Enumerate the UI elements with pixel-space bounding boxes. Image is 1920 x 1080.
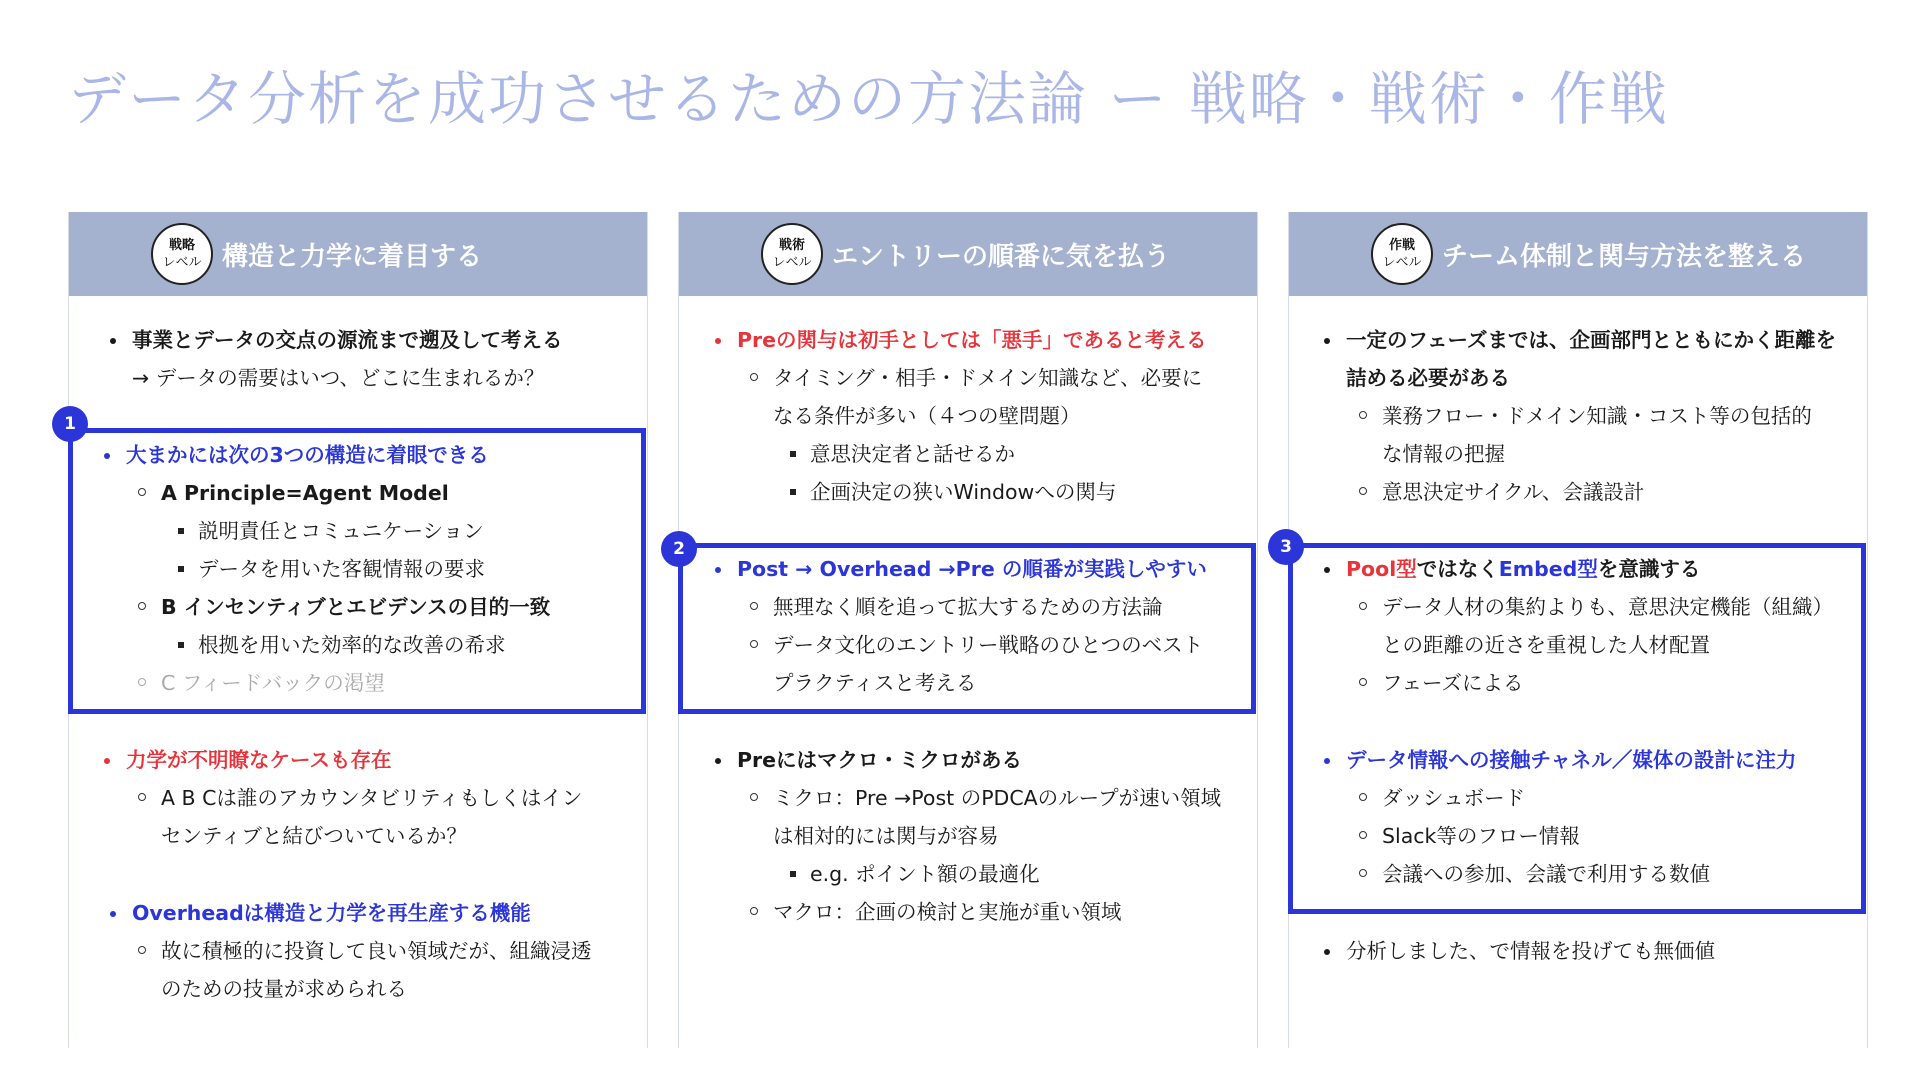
list-item: 力学が不明瞭なケースも存在: [126, 741, 391, 779]
trailing-text: を意識する: [1597, 557, 1701, 581]
list-item: C フィードバックの渇望: [161, 664, 385, 702]
badge-level-name: 作戦: [1388, 238, 1415, 253]
badge-level-name: 戦術: [778, 238, 805, 253]
list-item: 無理なく順を追って拡大するための方法論: [773, 588, 1163, 626]
list-item: データを用いた客観情報の要求: [198, 550, 485, 588]
badge-level-suffix: レベル: [772, 255, 812, 270]
list-item: 故に積極的に投資して良い領域だが、組織浸透: [161, 932, 592, 970]
badge-level-suffix: レベル: [162, 255, 202, 270]
list-item: 意思決定サイクル、会議設計: [1382, 473, 1644, 511]
list-item: 説明責任とコミュニケーション: [198, 512, 484, 550]
step-marker: 1: [52, 406, 88, 442]
list-item: フェーズによる: [1382, 664, 1523, 702]
badge-level-suffix: レベル: [1382, 255, 1422, 270]
level-badge: [761, 223, 823, 285]
list-item: 事業とデータの交点の源流まで遡及して考える: [132, 321, 563, 359]
list-item: 根拠を用いた効率的な改善の希求: [198, 626, 506, 664]
list-item: → データの需要はいつ、どこに生まれるか？: [132, 366, 545, 390]
list-item: 詰める必要がある: [1346, 366, 1510, 390]
level-badge: [151, 223, 213, 285]
list-item: e.g. ポイント額の最適化: [810, 855, 1040, 893]
list-item: A Principle=Agent Model: [161, 474, 449, 512]
list-item: な情報の把握: [1382, 442, 1505, 466]
list-item: プラクティスと考える: [773, 671, 977, 695]
list-item: 分析しました、で情報を投げても無価値: [1346, 932, 1715, 970]
list-item: 大まかには次の3つの構造に着眼できる: [126, 436, 489, 474]
page-title: データ分析を成功させるための方法論 ー 戦略・戦術・作戦: [68, 65, 1669, 133]
column-header-text: 構造と力学に着目する: [222, 241, 483, 272]
column-header: [1289, 212, 1867, 296]
pool-type-label: Pool型: [1346, 557, 1417, 581]
list-item: タイミング・相手・ドメイン知識など、必要に: [773, 359, 1202, 397]
list-item: B インセンティブとエビデンスの目的一致: [161, 588, 550, 626]
list-item: は相対的には関与が容易: [773, 824, 999, 848]
list-item: [1346, 550, 1700, 588]
list-item: との距離の近さを重視した人材配置: [1382, 633, 1710, 657]
embed-type-label: Embed型: [1498, 557, 1598, 581]
list-item: Preにはマクロ・ミクロがある: [737, 741, 1022, 779]
list-item: マクロ：企画の検討と実施が重い領域: [773, 893, 1122, 931]
list-item: 会議への参加、会議で利用する数値: [1382, 855, 1710, 893]
column-header: [679, 212, 1257, 296]
list-item: なる条件が多い（４つの壁問題）: [773, 404, 1081, 428]
column-header-text: チーム体制と関与方法を整える: [1442, 241, 1807, 272]
list-item: ミクロ：Pre →Post のPDCAのループが速い領域: [773, 779, 1221, 817]
column-header-text: エントリーの順番に気を払う: [832, 241, 1171, 272]
connector-text: ではなく: [1416, 557, 1499, 581]
list-item: Post → Overhead →Pre の順番が実践しやすい: [737, 550, 1207, 588]
step-marker: 3: [1268, 529, 1304, 565]
list-item: センティブと結びついているか？: [161, 824, 467, 848]
list-item: データ人材の集約よりも、意思決定機能（組織）: [1382, 588, 1833, 626]
list-item: A B Cは誰のアカウンタビリティもしくはイン: [161, 779, 582, 817]
badge-level-name: 戦略: [168, 238, 195, 253]
step-marker: 2: [661, 531, 697, 567]
level-badge: [1371, 223, 1433, 285]
list-item: 意思決定者と話せるか: [810, 435, 1015, 473]
list-item: データ情報への接触チャネル／媒体の設計に注力: [1346, 741, 1796, 779]
list-item: のための技量が求められる: [161, 977, 407, 1001]
list-item: Overheadは構造と力学を再生産する機能: [132, 894, 531, 932]
list-item: データ文化のエントリー戦略のひとつのベスト: [773, 626, 1203, 664]
list-item: 一定のフェーズまでは、企画部門とともにかく距離を: [1346, 321, 1836, 359]
column-header: [69, 212, 647, 296]
list-item: Preの関与は初手としては「悪手」であると考える: [737, 321, 1207, 359]
list-item: 企画決定の狭いWindowへの関与: [810, 473, 1116, 511]
list-item: 業務フロー・ドメイン知識・コスト等の包括的: [1382, 397, 1812, 435]
list-item: ダッシュボード: [1382, 779, 1525, 817]
list-item: Slack等のフロー情報: [1382, 817, 1580, 855]
